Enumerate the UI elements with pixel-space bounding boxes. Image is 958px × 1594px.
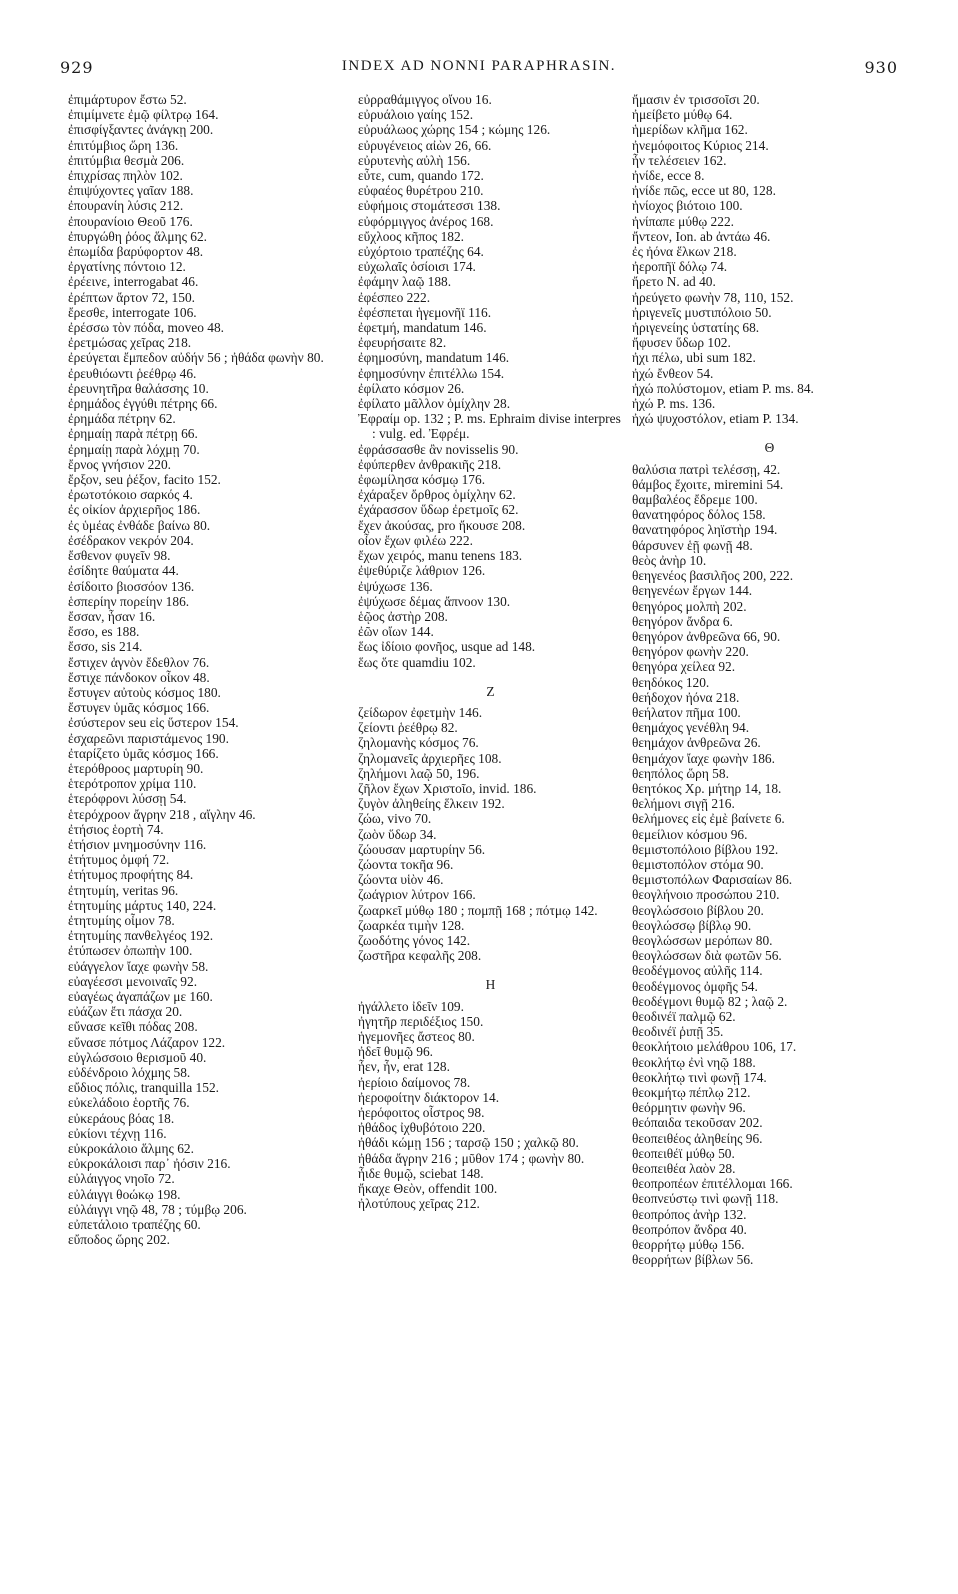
index-entry: ἐπιτύμβιος ὥρη 136. <box>68 137 179 153</box>
index-entry: ἐρωτοτόκοιο σαρκός 4. <box>68 487 193 503</box>
index-entry: θεοδινέϊ ῥιπῇ 35. <box>632 1024 724 1040</box>
index-entry: ἠνίπαπε μύθῳ 222. <box>632 213 734 229</box>
index-entry: θελήμονι σιγῇ 216. <box>632 796 735 812</box>
index-entry: ζώοντα υἱὸν 46. <box>358 872 444 888</box>
index-entry: ἐπιχρίσας πηλὸν 102. <box>68 168 183 184</box>
index-entry: θάμβος ἔχοιτε, miremini 54. <box>632 476 784 492</box>
index-entry: ἠχώ ψυχοστόλον, etiam P. 134. <box>632 411 799 427</box>
index-entry: ἐρετμώσας χεῖρας 218. <box>68 335 192 351</box>
index-entry: ἠμείβετο μύθῳ 64. <box>632 107 733 123</box>
index-entry: θεοκλήτοιο μελάθρου 106, 17. <box>632 1039 797 1055</box>
index-entry: θεηγόρον ἄνδρα 6. <box>632 613 733 629</box>
index-entry: ἠλοτύπους χεῖρας 212. <box>358 1196 480 1212</box>
index-entry: ἐταρίζετο ὑμᾶς κόσμος 166. <box>68 745 219 761</box>
index-entry: θελήμονες εἰς ἐμὲ βαίνετε 6. <box>632 811 785 827</box>
index-entry: ἠνίδε πῶς, ecce ut 80, 128. <box>632 183 776 199</box>
index-column-3 <box>632 92 907 1267</box>
index-entry: ἐφέσπεο 222. <box>358 289 431 305</box>
index-entry: ἠχώ ἔνθεον 54. <box>632 365 714 381</box>
index-entry: ζωαρκέα τιμὴν 128. <box>358 917 465 933</box>
index-entry: ἠριγενείης ὑστατίης 68. <box>632 320 760 336</box>
index-entry: θεηδόκος 120. <box>632 674 710 690</box>
index-entry: ἐφωμίλησα κόσμῳ 176. <box>358 472 486 488</box>
index-entry: θεογλώσσοιο βίβλου 20. <box>632 902 764 918</box>
index-entry: θεὸς ἀνὴρ 10. <box>632 552 707 568</box>
index-entry: θεοδέγμονι θυμῷ 82 ; λαῷ 2. <box>632 993 788 1009</box>
index-entry: εὐκροκάλοιο ἅλμης 62. <box>68 1141 194 1157</box>
index-entry: εὐχόρτοιο τραπέζης 64. <box>358 244 484 260</box>
index-entry: ἕως ὅτε quamdiu 102. <box>358 654 476 670</box>
index-entry: εὐλάιγγι νηῷ 48, 78 ; τύμβῳ 206. <box>68 1201 247 1217</box>
index-entry: εὐαγέεσσι μενοιναῖς 92. <box>68 973 198 989</box>
index-entry: ἐτητυμίη, veritas 96. <box>68 882 179 898</box>
index-entry: εὐγλώσσοιο θερισμοῦ 40. <box>68 1049 207 1065</box>
index-entry: ἦεν, ἦν, erat 128. <box>358 1059 450 1075</box>
index-entry: ἔσσο, es 188. <box>68 624 140 640</box>
index-entry: θεογλώσσων διὰ φωτῶν 56. <box>632 948 782 964</box>
index-entry: θαμβαλέος ἔδρεμε 100. <box>632 492 758 508</box>
index-entry: ἐψεθύριζε λάθριον 126. <box>358 563 486 579</box>
index-entry: εὐφαέος θυρέτρου 210. <box>358 183 484 199</box>
index-entry: θεημάχον ἀνθρεῶνα 26. <box>632 735 761 751</box>
index-entry: εὐαγέως ἀγαπάζων με 160. <box>68 988 213 1004</box>
index-entry: ἐπουρανίοιο Θεοῦ 176. <box>68 213 193 229</box>
index-entry: ζυγὸν ἀληθείης ἕλκειν 192. <box>358 796 505 812</box>
index-entry: ἐρευνητῆρα θαλάσσης 10. <box>68 380 209 396</box>
index-entry: εὐχωλαῖς ὁσίοισι 174. <box>358 259 476 275</box>
index-entry: ἐφέσπεται ἡγεμονῆϊ 116. <box>358 304 492 320</box>
index-entry: θεογλώσσων μερόπων 80. <box>632 932 773 948</box>
index-entry: ἐρέσσω τὸν πόδα, moveo 48. <box>68 320 225 336</box>
index-entry: ἐφίλατο μᾶλλον ὁμίχλην 28. <box>358 396 511 412</box>
index-entry: ἔρνος γνήσιον 220. <box>68 456 172 472</box>
index-entry: ἐσύστερον seu εἰς ὕστερον 154. <box>68 715 239 731</box>
index-column-1 <box>68 92 333 1247</box>
index-entry: ἐτήσιος ἑορτὴ 74. <box>68 821 164 837</box>
index-entry: ἠερίοιο δαίμονος 78. <box>358 1074 471 1090</box>
index-entry: ἐρεύγεται ἔμπεδον αὐδήν 56 ; ἠθάδα φωνὴν 80. <box>68 350 324 366</box>
index-entry: ζηλομανὴς κόσμος 76. <box>358 735 479 751</box>
index-entry: ἔρξον, seu ῥέξον, facito 152. <box>68 472 221 488</box>
index-entry: ἐς οἰκίον ἀρχιερῆος 186. <box>68 502 201 518</box>
index-entry: ἠρεύγετο φωνὴν 78, 110, 152. <box>632 289 794 305</box>
index-entry: ἑτερόχροον ἄγρην 218 , αἴγλην 46. <box>68 806 256 822</box>
index-entry: ἑσπερίην πορείην 186. <box>68 593 190 609</box>
index-entry: ἔστυγεν αὐτοὺς κόσμος 180. <box>68 684 221 700</box>
index-entry: θεμιστοπόλον στόμα 90. <box>632 856 764 872</box>
index-entry: εὐλάιγγι θοώκῳ 198. <box>68 1186 181 1202</box>
index-entry: ἔσσαν, ἦσαν 16. <box>68 608 156 624</box>
index-entry: ἦν τελέσειεν 162. <box>632 152 727 168</box>
index-entry: ἔχων χειρός, manu tenens 183. <box>358 548 523 564</box>
index-entry: ἐχάραξεν ὄρθρος ὁμίχλην 62. <box>358 487 516 503</box>
index-entry: εὐδένδροιο λόχμης 58. <box>68 1065 191 1080</box>
index-entry: ἑτερόφρονι λύσσῃ 54. <box>68 791 187 807</box>
index-entry: ἐπισφίγξαντες ἀνάγκῃ 200. <box>68 122 214 138</box>
running-title: INDEX AD NONNI PARAPHRASIN. <box>341 58 617 74</box>
index-entry: θεοκμήτῳ πέπλῳ 212. <box>632 1085 751 1100</box>
index-entry: ἐῶν οἴων 144. <box>358 624 434 640</box>
index-entry: θεοδέγμονος ὀμφῆς 54. <box>632 978 758 994</box>
index-entry: ἐφύπερθεν ἀνθρακιῆς 218. <box>358 456 502 472</box>
index-entry: ἐφημοσύνη, mandatum 146. <box>358 350 510 366</box>
index-entry: θεήλατον πῆμα 100. <box>632 704 741 720</box>
index-entry: θεηγόρα χείλεα 92. <box>632 659 736 675</box>
index-entry: ἐτητυμίης πανθελγέος 192. <box>68 928 214 944</box>
index-entry: θεηγόρος μολπὴ 202. <box>632 598 747 614</box>
index-entry: ἐπιμίμνετε ἐμῷ φίλτρῳ 164. <box>68 107 219 123</box>
index-entry: θεορρήτῳ μύθῳ 156. <box>632 1237 745 1253</box>
index-entry: θεητόκος Χρ. μήτηρ 14, 18. <box>632 780 782 796</box>
index-entry: ζωστῆρα κεφαλῆς 208. <box>358 948 482 964</box>
index-entry: οἶον ἔχων φιλέω 222. <box>358 532 473 548</box>
index-entry: ἔστιχε πάνδοκον οἶκον 48. <box>68 669 210 685</box>
index-entry: ἠθάδι κώμῃ 156 ; ταρσῷ 150 ; χαλκῷ 80. <box>358 1135 579 1151</box>
index-entry: θανατηφόρος δόλος 158. <box>632 507 766 523</box>
index-entry: εὐρυγένειος αἰὼν 26, 66. <box>358 137 492 153</box>
index-entry: ἐς ὑμέας ἐνθάδε βαίνω 80. <box>68 517 211 533</box>
index-entry: εὐφόρμιγγος ἀνέρος 168. <box>358 213 494 229</box>
index-entry: εὔχλοος κῆπος 182. <box>358 228 465 244</box>
index-entry: ἐψύχωσε 136. <box>358 578 433 594</box>
index-entry: θεοπειθέα λαὸν 28. <box>632 1161 736 1177</box>
index-entry: θεοκλήτῳ ἐνὶ νηῷ 188. <box>632 1054 756 1070</box>
index-entry: εὐρυάλωος χώρης 154 ; κώμης 126. <box>358 122 551 138</box>
index-entry: θεηγενέων ἔργων 144. <box>632 583 753 599</box>
index-entry: θεηπόλος ὥρη 58. <box>632 765 729 781</box>
index-entry: ἐτύπωσεν ὀπωπὴν 100. <box>68 943 193 959</box>
index-entry: θεμείλιον κόσμου 96. <box>632 826 748 842</box>
index-entry: ἐτήσιον μνημοσύνην 116. <box>68 836 207 852</box>
index-entry: θεηγόρον φωνὴν 220. <box>632 644 749 660</box>
index-entry: ἠερόφοιτος οἶστρος 98. <box>358 1105 485 1120</box>
index-entry: ἐφίλατο κόσμον 26. <box>358 380 465 396</box>
index-entry: ζηλομανεῖς ἀρχιερῆες 108. <box>358 750 502 766</box>
index-entry: εὔνασε πότμος Λάζαρον 122. <box>68 1034 226 1050</box>
index-entry: εὐρραθάμιγγος οἴνου 16. <box>358 92 492 107</box>
index-entry: ἐφετμή, mandatum 146. <box>358 320 487 336</box>
index-entry: θεημάχος γενέθλη 94. <box>632 720 750 736</box>
index-entry: ἑτερότροπον χρίμα 110. <box>68 776 197 792</box>
index-entry: θεοδέγμονος αὐλῆς 114. <box>632 963 763 979</box>
index-entry: εὖτε, cum, quando 172. <box>358 168 484 184</box>
index-entry: ἠεροπῆϊ δόλῳ 74. <box>632 259 728 275</box>
index-entry: ἐπουρανίη λύσις 212. <box>68 198 184 214</box>
index-entry: ἐπωμίδα βαρύφορτον 48. <box>68 244 204 260</box>
index-entry: ἐφημοσύνην ἐπιτέλλω 154. <box>358 365 505 381</box>
index-entry: ἐφράσσασθε ἂν novisselis 90. <box>358 441 519 457</box>
index-entry: ἐργατίνης πόντοιο 12. <box>68 259 186 275</box>
section-letter-heading: H <box>485 977 496 993</box>
index-entry: ἐπιψύχοντες γαῖαν 188. <box>68 183 194 199</box>
index-entry: ἐπυργώθη ῥόος ἅλμης 62. <box>68 228 207 244</box>
index-entry: ἐρημαίῃ παρὰ λόχμῃ 70. <box>68 441 200 457</box>
index-entry: ζώουσαν μαρτυρίην 56. <box>358 841 486 857</box>
index-entry: ἔχεν ἀκούσας, pro ἤκουσε 208. <box>358 517 526 533</box>
index-entry: ἠχι πέλω, ubi sum 182. <box>632 350 756 366</box>
index-entry: θαλύσια πατρὶ τελέσσῃ, 42. <box>632 461 781 477</box>
index-entry: ἐχάρασσον ὕδωρ ἐρετμοῖς 62. <box>358 502 519 518</box>
index-entry: θεημάχον ἴαχε φωνὴν 186. <box>632 750 775 766</box>
index-entry: ἑῷος ἀστὴρ 208. <box>358 608 448 624</box>
index-entry: ἐρημαίῃ παρὰ πέτρῃ 66. <box>68 426 198 442</box>
index-entry: ἐτητυμίης οἶμον 78. <box>68 912 175 928</box>
index-entry: ζείδωρον ἐφετμὴν 146. <box>358 704 483 720</box>
index-entry: θεοπειθέος ἀληθείης 96. <box>632 1130 763 1146</box>
index-entry: εὐκίονι τέχνῃ 116. <box>68 1125 167 1141</box>
index-entry: θεόπαιδα τεκοῦσαν 202. <box>632 1115 763 1131</box>
index-entry: εὔνασε κεῖθι πόδας 208. <box>68 1019 198 1035</box>
index-entry: ἐς ἠόνα ἕλκων 218. <box>632 244 737 260</box>
index-entry: θεορρήτων βίβλων 56. <box>632 1252 754 1268</box>
index-entry: ζώοντα τοκῆα 96. <box>358 856 454 872</box>
index-entry: ἠθάδα ἄγρην 216 ; μῦθον 174 ; φωνὴν 80. <box>358 1150 585 1166</box>
index-entry: ἐτητυμίης μάρτυς 140, 224. <box>68 897 217 913</box>
index-entry: ζείοντι ῥεέθρῳ 82. <box>358 720 458 736</box>
index-entry: εὐκεράους βόας 18. <box>68 1110 175 1126</box>
index-entry: εὐρυτενὴς αὐλὴ 156. <box>358 152 471 168</box>
index-entry: ἐσίδοιτο βιοσσόον 136. <box>68 578 195 594</box>
index-entry: ἠεροφοίτην διάκτορον 14. <box>358 1089 500 1105</box>
index-entry: θεοπροπέων ἐπιτέλλομαι 166. <box>632 1176 793 1192</box>
index-entry: θεμιστοπόλων Φαρισαίων 86. <box>632 872 793 888</box>
index-entry: ἐπιμάρτυρον ἔστω 52. <box>68 92 187 107</box>
index-entry: θεοπρόπον ἄνδρα 40. <box>632 1221 747 1237</box>
index-entry: ζωὸν ὕδωρ 34. <box>358 826 437 842</box>
index-entry: θεογλώσσῳ βίβλῳ 90. <box>632 917 752 933</box>
index-entry: ἤντεον, Ion. ab ἀντάω 46. <box>632 228 771 244</box>
index-entry: ἤμασιν ἐν τρισσοῖσι 20. <box>632 92 760 107</box>
index-entry: ἠνεμόφοιτος Κύριος 214. <box>632 137 769 153</box>
index-entry: ἐτήτυμος ὀμφή 72. <box>68 852 170 868</box>
index-column-2 <box>358 92 623 1211</box>
index-entry: εὐάγγελον ἴαχε φωνὴν 58. <box>68 958 209 974</box>
index-entry: ἔσθενον φυγεῖν 98. <box>68 548 171 564</box>
index-entry: θάρσυνεν ἑῇ φωνῇ 48. <box>632 537 753 553</box>
index-entry: εὐρυάλοιο γαίης 152. <box>358 107 474 123</box>
index-entry: Ἐφραίμ op. 132 ; P. ms. Ephraim divise interpres : vulg. ed. Ἐφρέμ. <box>358 411 621 442</box>
index-entry: θεήδοχον ἠόνα 218. <box>632 689 740 705</box>
index-entry: ἐφευρήσαιτε 82. <box>358 335 447 351</box>
index-entry: εὐάζων ἔτι πάσχα 20. <box>68 1004 183 1020</box>
index-entry: εὐπετάλοιο τραπέζης 60. <box>68 1217 201 1233</box>
index-entry: ἔρεσθε, interrogate 106. <box>68 304 197 320</box>
index-entry: ἤκαχε Θεὸν, offendit 100. <box>358 1181 498 1197</box>
index-entry: θεμιστοπόλοιο βίβλου 192. <box>632 841 779 857</box>
index-entry: ἠδεῖ θυμῷ 96. <box>358 1044 434 1060</box>
index-entry: ἐψύχωσε δέμας ἄπνοον 130. <box>358 593 511 609</box>
index-entry: ἡγεμονῆες ἄστεος 80. <box>358 1028 475 1044</box>
index-entry: θεόρμητιν φωνὴν 96. <box>632 1100 746 1116</box>
page-number-left: 929 <box>60 58 94 77</box>
index-entry: εὐκελάδοιο ἑορτῆς 76. <box>68 1095 190 1111</box>
index-entry: ἐσέδρακον νεκρόν 204. <box>68 532 194 548</box>
index-entry: θεηγενέος βασιλῆος 200, 222. <box>632 568 794 584</box>
index-entry: θεηγόρον ἀνθρεῶνα 66, 90. <box>632 628 781 644</box>
index-entry: ἔστιχεν ἁγνὸν ἔδεθλον 76. <box>68 654 210 670</box>
index-entry: ἐρευθιόωντι ῥεέθρῳ 46. <box>68 365 197 381</box>
index-entry: ἐρημάδα πέτρην 62. <box>68 411 176 427</box>
index-entry: ἠθάδος ἰχθυβότοιο 220. <box>358 1120 486 1136</box>
index-entry: θανατηφόρος ληϊστὴρ 194. <box>632 522 778 538</box>
index-entry: ἤρετο N. ad 40. <box>632 274 716 290</box>
index-entry: θεοδινέϊ παλμῷ 62. <box>632 1008 736 1024</box>
index-entry: θεοπρόπος ἀνὴρ 132. <box>632 1206 747 1222</box>
index-entry: ἑτερόθροος μαρτυρίη 90. <box>68 760 204 776</box>
index-entry: ἐτήτυμος προφήτης 84. <box>68 867 194 883</box>
index-entry: ἕως ἰδίοιο φονῆος, usque ad 148. <box>358 639 536 655</box>
index-entry: ζωοδότης γόνος 142. <box>358 932 471 948</box>
index-entry: εὔποδος ὥρης 202. <box>68 1232 170 1248</box>
index-entry: ἐσχαρεῶνι παριστάμενος 190. <box>68 730 229 746</box>
index-entry: ἠγάλλετο ἰδεῖν 109. <box>358 998 464 1014</box>
index-entry: ζῆλον ἔχων Χριστοῖο, invid. 186. <box>358 780 537 796</box>
index-entry: ζωάγριον λύτρον 166. <box>358 887 476 903</box>
index-entry: ἐρέεινε, interrogabat 46. <box>68 274 199 290</box>
index-entry: ἤφυσεν ὕδωρ 102. <box>632 335 731 351</box>
index-entry: θεοπνεύστῳ τινὶ φωνῇ 118. <box>632 1191 779 1207</box>
index-entry: ἠχώ πολύστομον, etiam P. ms. 84. <box>632 380 814 396</box>
index-entry: ἔστυγεν ὑμᾶς κόσμος 166. <box>68 700 210 716</box>
section-letter-heading: Θ <box>764 440 775 456</box>
page-number-right: 930 <box>864 58 898 77</box>
index-entry: εὐλάιγγος νηοῖο 72. <box>68 1171 175 1187</box>
index-entry: ἐσίδητε θαύματα 44. <box>68 563 179 579</box>
index-entry: εὔδιος πόλις, tranquilla 152. <box>68 1080 219 1096</box>
index-entry: ζώω, vivo 70. <box>358 811 432 827</box>
index-entry: ἠριγενεῖς μυστιπόλοιο 50. <box>632 304 772 320</box>
index-entry: ἐρέπτων ἄρτον 72, 150. <box>68 289 195 305</box>
page-header <box>60 58 898 80</box>
index-entry: ἐρημάδος ἐγγύθι πέτρης 66. <box>68 396 218 412</box>
section-letter-heading: Z <box>486 683 495 699</box>
index-entry: ζηλήμονι λαῷ 50, 196. <box>358 765 480 781</box>
index-entry: ἔσσο, sis 214. <box>68 639 143 655</box>
index-entry: ἦιδε θυμῷ, sciebat 148. <box>358 1165 484 1181</box>
index-entry: ζωαρκεῖ μύθῳ 180 ; πομπῇ 168 ; πότμῳ 142. <box>358 902 598 918</box>
index-entry: εὐκροκάλοισι παρ᾽ ἠόσιν 216. <box>68 1156 231 1172</box>
index-entry: εὐφήμοις στομάτεσσι 138. <box>358 198 501 214</box>
index-entry: ἡμερίδων κλῆμα 162. <box>632 122 748 138</box>
index-entry: θεοκλήτῳ τινὶ φωνῇ 174. <box>632 1069 767 1085</box>
index-entry: θεογλήνοιο προσώπου 210. <box>632 887 780 903</box>
index-entry: ἠχώ P. ms. 136. <box>632 396 716 412</box>
index-entry: ἠνίδε, ecce 8. <box>632 168 705 184</box>
index-entry: ἐφάμην λαῷ 188. <box>358 274 452 290</box>
index-entry: ἠγητῆρ περιδέξιος 150. <box>358 1013 484 1029</box>
index-entry: ἐπιτύμβια θεσμὰ 206. <box>68 152 185 168</box>
index-entry: ἡνίοχος βιότοιο 100. <box>632 198 743 214</box>
index-entry: θεοπειθέϊ μύθῳ 50. <box>632 1145 735 1161</box>
